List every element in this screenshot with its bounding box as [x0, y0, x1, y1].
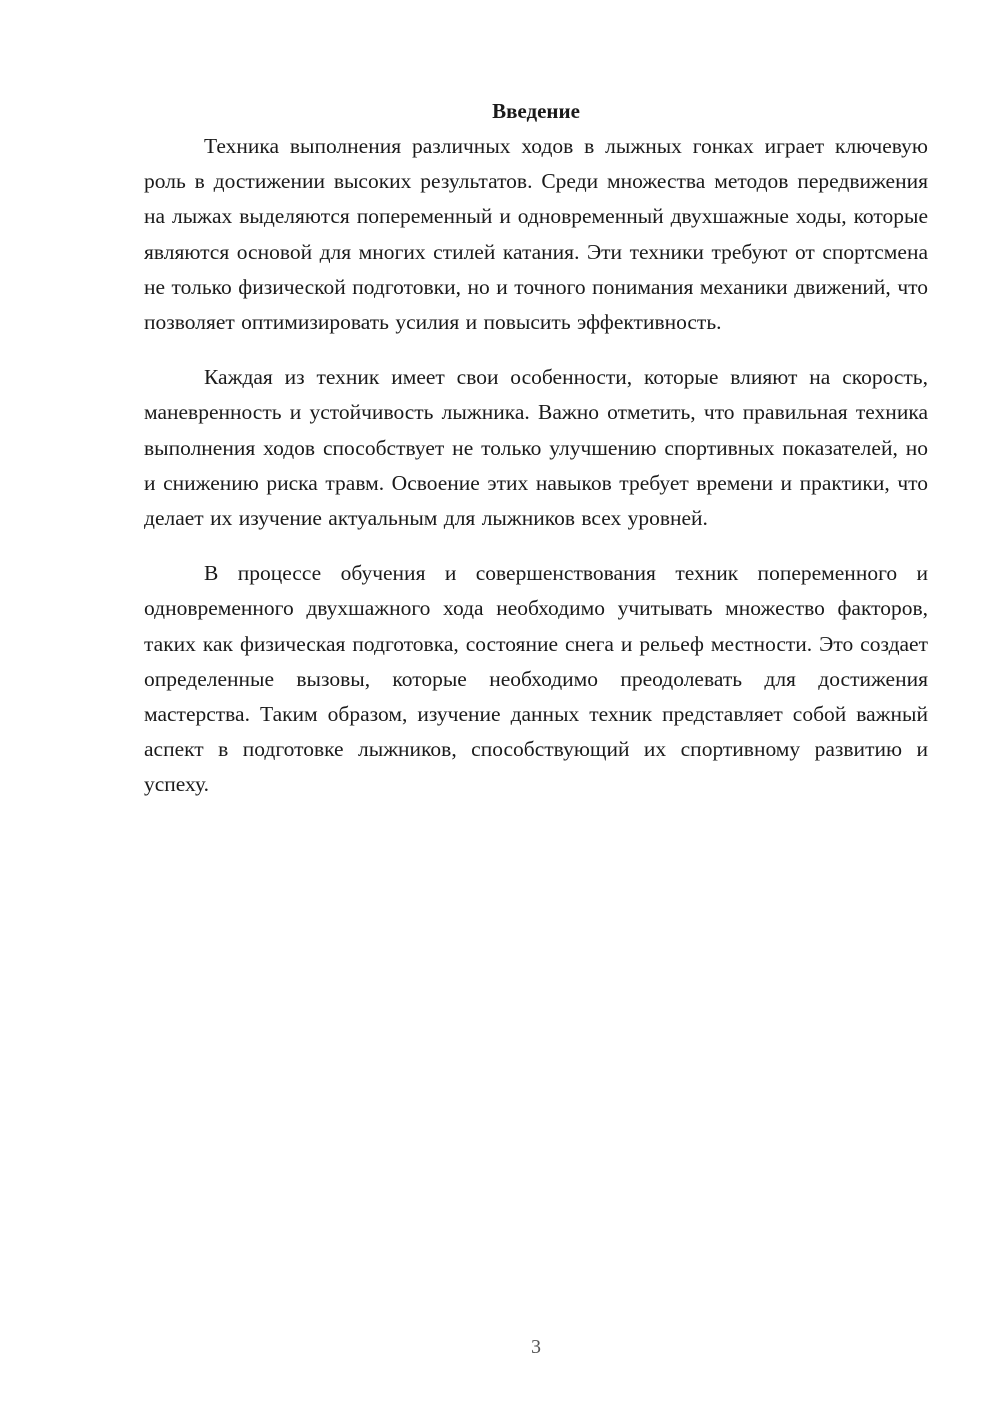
paragraph-2: Каждая из техник имеет свои особенности, которые влияют на скорость, маневренность и устойчивость лыжника. Важно отметить, что правильная техника выполнения ходов способствует не только улучшению спортивных показателей, но и снижению риска травм. Освоение этих навыков требует времени и практики, что делает их изучение актуальным для лыжников всех уровней. — [144, 365, 928, 531]
paragraph-3: В процессе обучения и совершенствования техник попеременного и одновременного двухшажного хода необходимо учитывать множество факторов, таких как физическая подготовка, состояние снега и рельеф местности. Это создает определенные вызовы, которые необходимо преодолевать для достижения мастерства. Таким образом, изучение данных техник представляет собой важный аспект в подготовке лыжников, способствующий их спортивному развитию и успеху. — [144, 561, 928, 797]
page-content — [144, 94, 928, 803]
paragraph-1: Техника выполнения различных ходов в лыжных гонках играет ключевую роль в достижении высоких результатов. Среди множества методов передвижения на лыжах выделяются попеременный и одновременный двухшажные ходы, которые являются основой для многих стилей катания. Эти техники требуют от спортсмена не только физической подготовки, но и точного понимания механики движений, что позволяет оптимизировать усилия и повысить эффективность. — [144, 134, 928, 335]
page-number: 3 — [531, 1336, 541, 1358]
section-title: Введение — [492, 99, 580, 123]
